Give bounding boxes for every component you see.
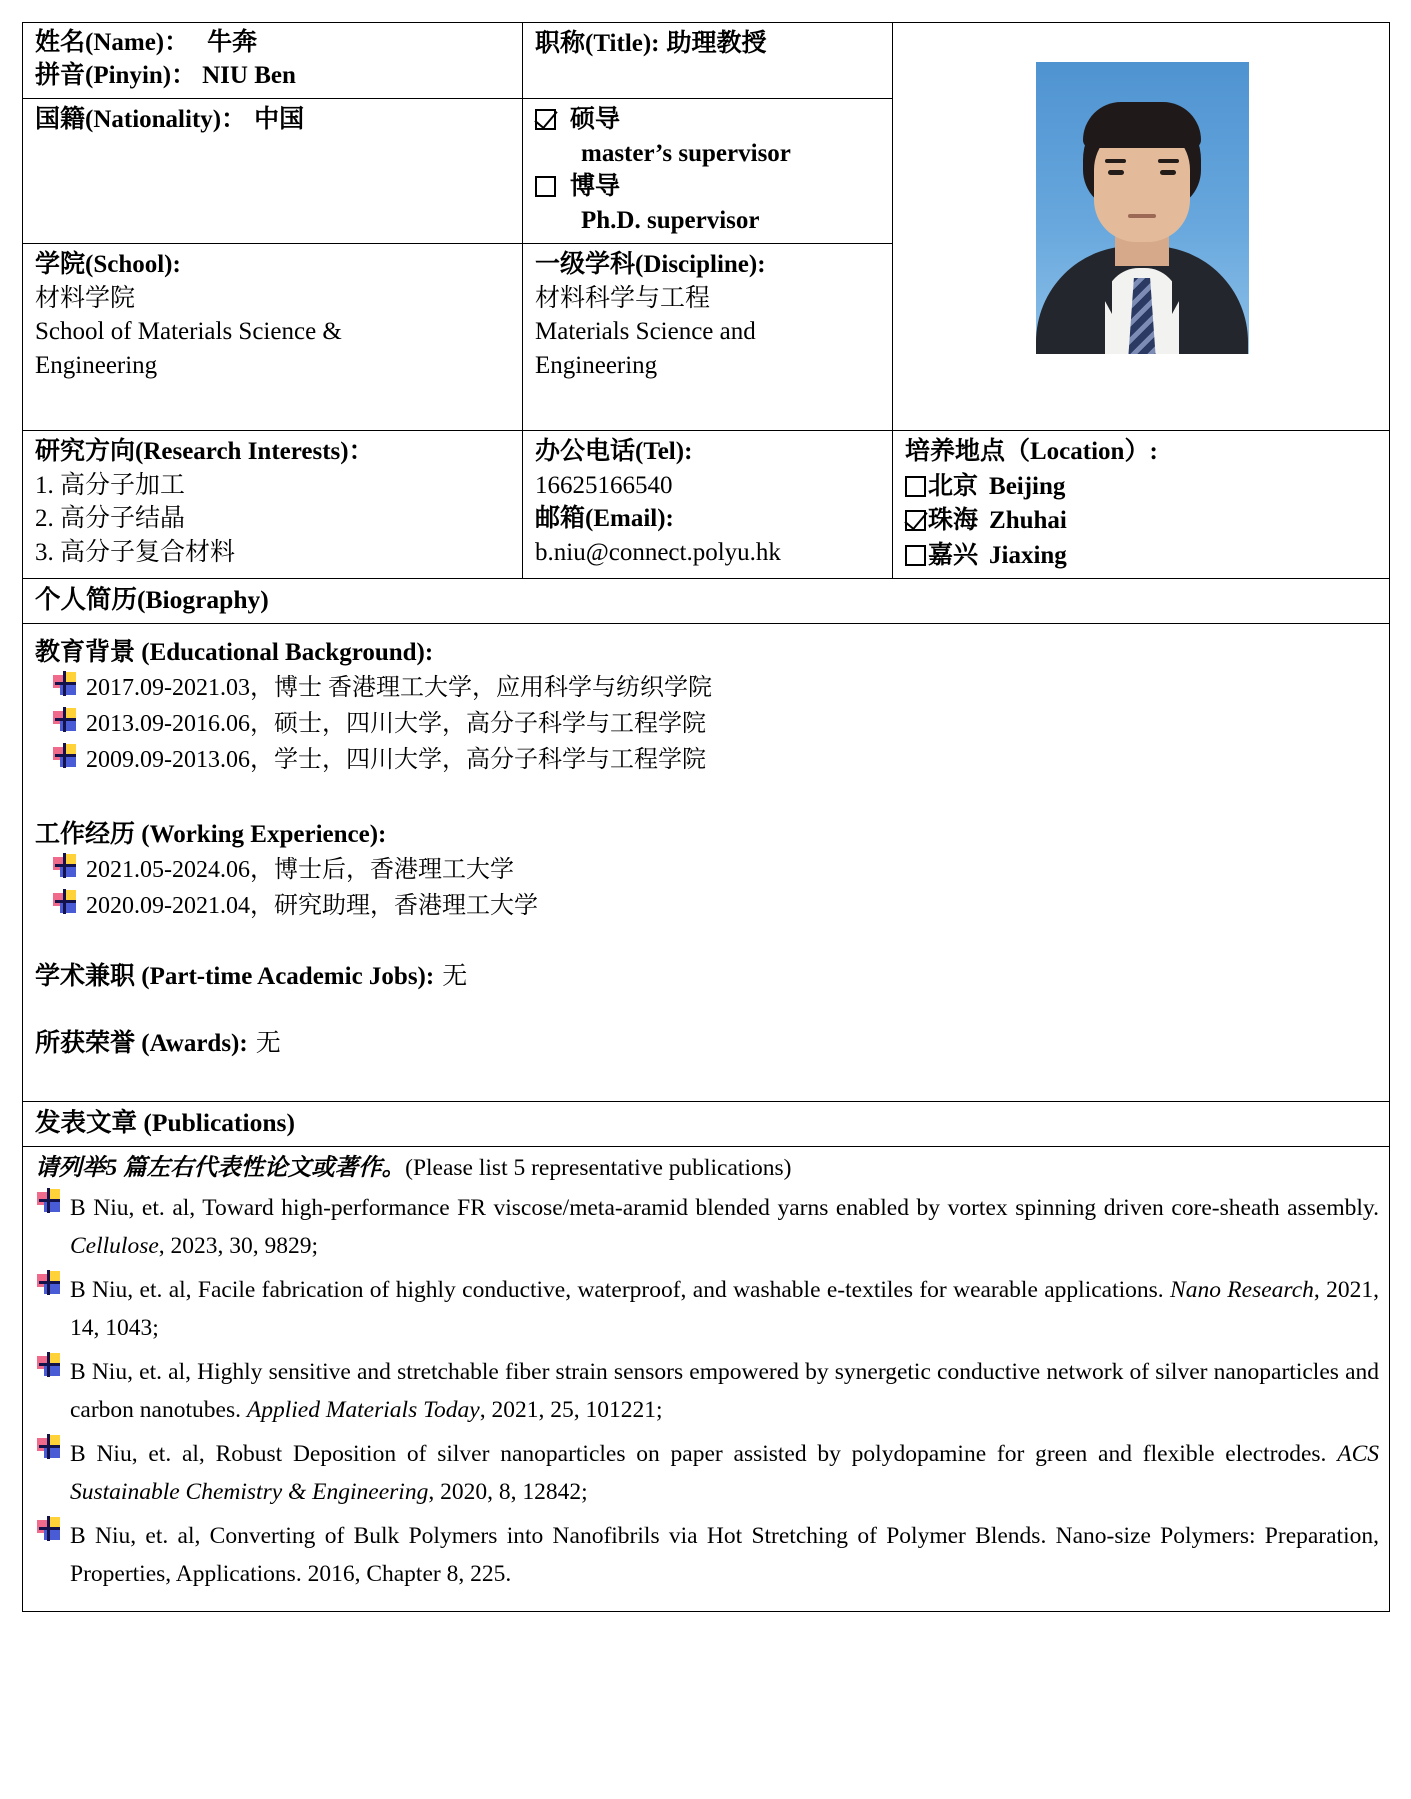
cell-nationality bbox=[23, 99, 523, 244]
awards-title: 所获荣誉 (Awards): bbox=[35, 1030, 248, 1058]
cross-bullet-icon bbox=[53, 890, 76, 913]
cross-bullet-icon bbox=[53, 854, 76, 877]
nationality-label: 国籍(Nationality)： bbox=[35, 106, 247, 133]
publication-journal: Cellulose bbox=[70, 1232, 159, 1259]
publication-item bbox=[37, 1353, 1379, 1429]
education-item bbox=[53, 708, 1379, 740]
table-row-biography-body bbox=[23, 624, 1390, 1102]
cell-title bbox=[523, 23, 893, 99]
publication-post: , 2021, 14, 1043; bbox=[70, 1276, 1379, 1341]
cell-photo bbox=[893, 23, 1390, 431]
discipline-en-line1: Materials Science and bbox=[535, 318, 756, 345]
discipline-en-line2: Engineering bbox=[535, 351, 658, 379]
masters-supervisor-label-cn: 硕导 bbox=[570, 106, 621, 133]
school-en-line1: School of Materials Science & bbox=[35, 318, 342, 345]
publication-pre: B Niu, et. al, Toward high-performance FR viscose/meta-aramid blended yarns enabled by vortex spinning driven core-sheath assembly. bbox=[70, 1194, 1379, 1221]
cross-bullet-icon bbox=[37, 1435, 60, 1458]
tel-label: 办公电话(Tel): bbox=[535, 438, 693, 465]
cell-location bbox=[893, 431, 1390, 579]
zhuhai-checkbox[interactable] bbox=[905, 510, 926, 531]
section-spacer bbox=[35, 926, 1379, 960]
location-option-jiaxing[interactable] bbox=[905, 539, 1379, 573]
publication-item bbox=[37, 1435, 1379, 1511]
cross-bullet-icon bbox=[37, 1517, 60, 1540]
masters-supervisor-checkbox[interactable] bbox=[535, 109, 556, 130]
location-label: 培养地点（Location）: bbox=[905, 438, 1158, 465]
supervisor-master-row[interactable] bbox=[535, 103, 882, 137]
awards-value: 无 bbox=[255, 1030, 281, 1058]
parttime-jobs-value: 无 bbox=[442, 962, 468, 990]
masters-supervisor-label-en: master’s supervisor bbox=[581, 139, 791, 167]
name-line bbox=[35, 27, 512, 60]
publication-item bbox=[37, 1517, 1379, 1593]
nationality-value: 中国 bbox=[254, 106, 305, 133]
publication-journal: Nano Research bbox=[1170, 1276, 1314, 1303]
email-label: 邮箱(Email): bbox=[535, 505, 674, 532]
research-interests-label: 研究方向(Research Interests)： bbox=[35, 438, 374, 465]
awards-row bbox=[35, 1027, 1379, 1061]
section-spacer bbox=[35, 1061, 1379, 1083]
publication-post: , 2023, 30, 9829; bbox=[158, 1232, 319, 1259]
photo-eyebrow-right bbox=[1158, 159, 1179, 163]
portrait-photo bbox=[1036, 62, 1249, 354]
publications-header: 发表文章 (Publications) bbox=[23, 1101, 1390, 1146]
cell-contact bbox=[523, 431, 893, 579]
publications-instruction-cn: 请列举5 篇左右代表性论文或著作。 bbox=[35, 1155, 406, 1182]
school-cn: 材料学院 bbox=[35, 284, 136, 312]
discipline-label: 一级学科(Discipline): bbox=[535, 251, 766, 278]
cell-name bbox=[23, 23, 523, 99]
cell-research-interests bbox=[23, 431, 523, 579]
publication-journal: Applied Materials Today bbox=[246, 1396, 480, 1423]
school-en-line2: Engineering bbox=[35, 351, 158, 379]
zhuhai-label-en: Zhuhai bbox=[989, 507, 1067, 534]
table-row-research bbox=[23, 431, 1390, 579]
education-item-text: 2013.09-2016.06，硕士，四川大学，高分子科学与工程学院 bbox=[86, 710, 706, 737]
publication-text bbox=[70, 1435, 1379, 1511]
email-value[interactable]: b.niu@connect.polyu.hk bbox=[535, 538, 781, 566]
phd-supervisor-label-en: Ph.D. supervisor bbox=[581, 206, 760, 234]
cell-supervisor bbox=[523, 99, 893, 244]
education-item bbox=[53, 672, 1379, 704]
photo-eye-left bbox=[1108, 170, 1124, 175]
table-row-publications-header bbox=[23, 1101, 1390, 1146]
working-item bbox=[53, 890, 1379, 922]
education-background-title: 教育背景 (Educational Background): bbox=[35, 639, 434, 667]
publication-text bbox=[70, 1271, 1379, 1347]
publication-text bbox=[70, 1517, 1379, 1593]
publication-journal: ACS Sustainable Chemistry & Engineering bbox=[70, 1440, 1379, 1506]
discipline-cn: 材料科学与工程 bbox=[535, 284, 711, 312]
photo-collar-left bbox=[1086, 266, 1112, 314]
cell-publications bbox=[23, 1147, 1390, 1612]
cross-bullet-icon bbox=[37, 1271, 60, 1294]
publication-post: , 2021, 25, 101221; bbox=[479, 1396, 663, 1423]
cross-bullet-icon bbox=[53, 744, 76, 767]
research-item-2: 2. 高分子结晶 bbox=[35, 505, 186, 532]
table-row-publications-body bbox=[23, 1147, 1390, 1612]
beijing-checkbox[interactable] bbox=[905, 476, 926, 497]
research-item-1: 1. 高分子加工 bbox=[35, 471, 186, 499]
photo-collar-right bbox=[1172, 266, 1198, 314]
publication-item bbox=[37, 1271, 1379, 1347]
pinyin-line bbox=[35, 60, 512, 93]
title-label: 职称(Title): bbox=[535, 30, 660, 57]
parttime-jobs-title: 学术兼职 (Part-time Academic Jobs): bbox=[35, 962, 435, 990]
cross-bullet-icon bbox=[37, 1353, 60, 1376]
education-item bbox=[53, 744, 1379, 776]
name-label: 姓名(Name)： bbox=[35, 29, 190, 56]
table-row-biography-header bbox=[23, 579, 1390, 624]
title-line bbox=[535, 27, 882, 61]
jiaxing-label-en: Jiaxing bbox=[989, 541, 1067, 569]
cell-discipline bbox=[523, 244, 893, 431]
jiaxing-label-cn: 嘉兴 bbox=[928, 541, 979, 569]
publication-pre: B Niu, et. al, Highly sensitive and stretchable fiber strain sensors empowered by synergetic conductive network of silver nanoparticles and carbon nanotubes. bbox=[70, 1358, 1379, 1423]
name-value: 牛奔 bbox=[207, 29, 258, 56]
working-item bbox=[53, 854, 1379, 886]
table-row-name bbox=[23, 23, 1390, 99]
publication-pre: B Niu, et. al, Robust Deposition of silver nanoparticles on paper assisted by polydopamine for green and flexible electrodes. bbox=[70, 1440, 1338, 1467]
working-item-text: 2021.05-2024.06，博士后，香港理工大学 bbox=[86, 856, 514, 883]
education-item-text: 2017.09-2021.03，博士 香港理工大学，应用科学与纺织学院 bbox=[86, 674, 712, 701]
biography-header: 个人简历(Biography) bbox=[23, 579, 1390, 624]
supervisor-phd-row[interactable] bbox=[535, 170, 882, 204]
tel-value: 16625166540 bbox=[535, 471, 673, 499]
working-item-text: 2020.09-2021.04，研究助理，香港理工大学 bbox=[86, 892, 538, 919]
publication-pre: B Niu, et. al, Facile fabrication of highly conductive, waterproof, and washable e-textiles for wearable applications. bbox=[70, 1276, 1171, 1303]
research-item-3: 3. 高分子复合材料 bbox=[35, 538, 236, 566]
publication-text bbox=[70, 1189, 1379, 1265]
section-spacer bbox=[35, 780, 1379, 814]
jiaxing-checkbox[interactable] bbox=[905, 545, 926, 566]
phd-supervisor-label-cn: 博导 bbox=[570, 173, 621, 200]
pinyin-label: 拼音(Pinyin)： bbox=[35, 61, 197, 89]
section-spacer bbox=[35, 993, 1379, 1027]
education-item-text: 2009.09-2013.06，学士，四川大学，高分子科学与工程学院 bbox=[86, 746, 706, 773]
zhuhai-label-cn: 珠海 bbox=[928, 507, 979, 534]
publication-post: , 2020, 8, 12842; bbox=[428, 1479, 588, 1506]
pinyin-value: NIU Ben bbox=[202, 61, 296, 89]
working-experience-title: 工作经历 (Working Experience): bbox=[35, 821, 387, 849]
publication-item bbox=[37, 1189, 1379, 1265]
photo-mouth bbox=[1128, 214, 1156, 218]
profile-table bbox=[22, 22, 1390, 1612]
publication-pre: B Niu, et. al, Converting of Bulk Polymers into Nanofibrils via Hot Stretching of Polymer Blends. Nano-size Polymers: Preparation, Properties, Applications. 2016, Chapter 8, 225. bbox=[70, 1523, 1379, 1588]
school-label: 学院(School): bbox=[35, 251, 181, 278]
photo-eyebrow-left bbox=[1105, 159, 1126, 163]
parttime-jobs-row bbox=[35, 960, 1379, 994]
publications-instruction bbox=[35, 1153, 1379, 1184]
phd-supervisor-checkbox[interactable] bbox=[535, 176, 556, 197]
cross-bullet-icon bbox=[37, 1189, 60, 1212]
publications-instruction-en: (Please list 5 representative publications) bbox=[405, 1155, 792, 1182]
beijing-label-en: Beijing bbox=[989, 472, 1066, 500]
cell-school bbox=[23, 244, 523, 431]
cross-bullet-icon bbox=[53, 672, 76, 695]
photo-hair-top bbox=[1083, 102, 1201, 148]
publication-text bbox=[70, 1353, 1379, 1429]
beijing-label-cn: 北京 bbox=[928, 472, 979, 500]
photo-eye-right bbox=[1160, 170, 1176, 175]
cross-bullet-icon bbox=[53, 708, 76, 731]
cell-biography bbox=[23, 624, 1390, 1102]
location-option-beijing[interactable] bbox=[905, 470, 1379, 504]
nationality-line bbox=[35, 103, 512, 137]
title-value: 助理教授 bbox=[666, 30, 767, 57]
location-option-zhuhai[interactable] bbox=[905, 504, 1379, 538]
